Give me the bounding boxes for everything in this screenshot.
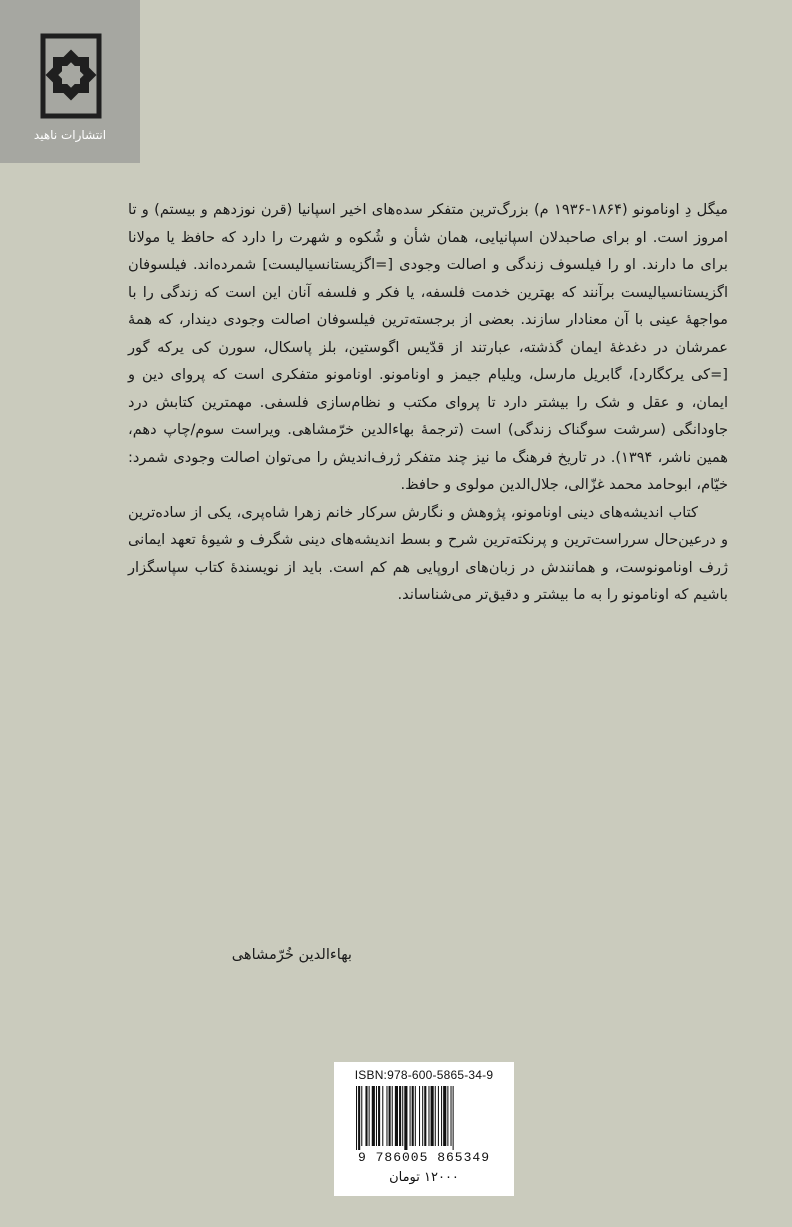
- blurb-text: [128, 196, 728, 609]
- publisher-name: انتشارات ناهید: [33, 128, 107, 142]
- blurb-paragraph-2: کتاب اندیشه‌های دینی اونامونو، پژوهش و نگارش سرکار خانم زهرا شاه‌پری، یکی از ساده‌ترین و درعین‌حال سرراست‌ترین و پرنکته‌ترین شرح و بسط اندیشه‌های دینی شگرف و شیوهٔ تعهد ایمانی ژرف اونامونوست، و همانندش در زبان‌های اروپایی هم کم است. باید از نویسندهٔ کتاب سپاسگزار باشیم که اونامونو را به ما بیشتر و دقیق‌تر می‌شناساند.: [128, 503, 728, 603]
- author-signature: بهاءالدین خُرّمشاهی: [231, 946, 352, 963]
- isbn-text: ISBN:978-600-5865-34-9: [354, 1068, 494, 1082]
- barcode-icon: [354, 1086, 494, 1150]
- blurb-paragraph-1: میگل دِ اونامونو (۱۸۶۴-۱۹۳۶ م) بزرگ‌ترین متفکر سده‌های اخیر اسپانیا (قرن نوزدهم و بیستم) و تا امروز است. او برای صاحبدلان اسپانیایی، همان شأن و شُکوه و شهرت را دارد که حافظ یا مولانا برای ما دارند. او را فیلسوف زندگی و اصالت وجودی [=اگزیستانسیالیست] شمرده‌اند. فیلسوفان اگزیستانسیالیست برآنند که بهترین خدمت فلسفه، یا فکر و فلسفه آنان این است که زندگی را با مواجههٔ عینی با آن معنادار سازند. بعضی از برجسته‌ترین فیلسوفان اصالت وجودی دیندار، که همهٔ عمرشان در دغدغهٔ ایمان گذشته، عبارتند از قدّیس اگوستین، بلز پاسکال، سورن کی یرکه گور [=کی یرکگارد]، گابریل مارسل، ویلیام جیمز و اونامونو. اونامونو متفکری است که پروای دین و ایمان، و عقل و شک را بیشتر دارد تا پروای مکتب و نظام‌سازی فلسفی. مهمترین کتابش درد جاودانگی (سرشت سوگناک زندگی) است (ترجمهٔ بهاءالدین خرّمشاهی. ویراست سوم/چاپ دهم، همین ناشر، ۱۳۹۴). در تاریخ فرهنگ ما نیز چند متفکر ژرف‌اندیش را می‌توان اصالت وجودی شمرد: خیّام، ابوحامد محمد غزّالی، جلال‌الدین مولوی و حافظ.: [128, 201, 728, 493]
- price-label: ۱۲۰۰۰ تومان: [389, 1170, 459, 1185]
- barcode-label: [334, 1062, 514, 1196]
- star-book-icon: [35, 30, 107, 122]
- publisher-logo-panel: [0, 0, 140, 163]
- barcode-number: 9 786005 865349: [357, 1150, 491, 1165]
